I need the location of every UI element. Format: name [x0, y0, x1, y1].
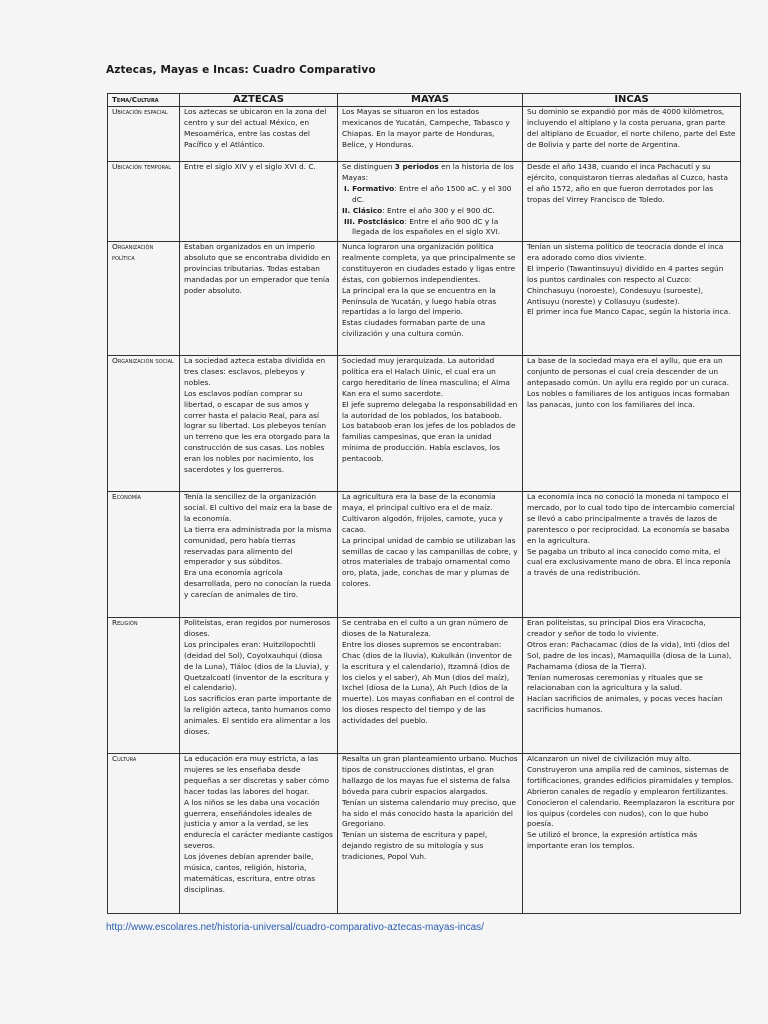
- cell-incas-organizacion-social: [523, 356, 741, 492]
- paragraph: Se centraba en el culto a un gran número de dioses de la Naturaleza.: [342, 618, 509, 638]
- cell-aztecas-ubicacion-temporal: Entre el siglo XIV y el siglo XVI d. C.: [180, 162, 338, 242]
- topic-organizacion-politica: Organización política: [108, 242, 180, 356]
- paragraph: Se utilizó el bronce, la expresión artística más importante eran los templos.: [527, 830, 698, 851]
- cell-incas-cultura: [523, 754, 741, 914]
- cell-mayas-economia: [338, 492, 523, 618]
- mayas-periodo-postclasico: III. Postclásico: Entre el año 900 dC y la llegada de los españoles en el siglo XVI.: [344, 216, 501, 237]
- comparison-table: [107, 93, 741, 914]
- cell-incas-ubicacion-temporal: Desde el año 1438, cuando el inca Pachacutí y su ejército, conquistaron tierras aledañas al Cuzco, hasta el año 1572, año en que fueron derrotados por las tropas del Virrey Francisco de Toledo.: [523, 162, 741, 242]
- topic-economia: Economía: [108, 492, 180, 618]
- mayas-periodos-intro: Se distinguen 3 periodos en la historia de los Mayas:: [342, 162, 514, 182]
- paragraph: Los principales eran: Huitzilopochtli (deidad del Sol), Coyolxauhqui (diosa de la Luna), Tláloc (dios de la Lluvia), y Quetzalcoatl (inventor de la escritura y el calendario).: [184, 639, 329, 693]
- topic-ubicacion-espacial: Ubicación espacial: [108, 107, 180, 162]
- paragraph: La base de la sociedad maya era el ayllu, que era un conjunto de personas el cual creía descender de un antepasado común. Un ayllu era regido por un curaca.: [527, 356, 729, 387]
- cell-incas-organizacion-politica: [523, 242, 741, 356]
- paragraph: Los jóvenes debían aprender baile, música, cantos, religión, historia, matemáticas, escritura, entre otras disciplinas.: [184, 852, 316, 894]
- paragraph: La principal era la que se encuentra en la Península de Yucatán, y luego había otras repartidas a lo largo del imperio.: [342, 285, 497, 317]
- paragraph: Conocieron el calendario. Reemplazaron la escritura por los quipus (cordeles con nudos), con lo que hubo poesía.: [527, 797, 735, 829]
- document-title: Aztecas, Mayas e Incas: Cuadro Comparativo: [106, 64, 376, 76]
- row-economia: [108, 492, 741, 618]
- paragraph: La economía inca no conoció la moneda ni tampoco el mercado, por lo cual todo tipo de intercambio comercial se llevó a cabo principalmente a través de lazos de parentesco o por reciprocidad. La economía se basaba en la agricultura.: [527, 492, 735, 545]
- paragraph: Los sacrificios eran parte importante de la religión azteca, tanto humanos como animales. El sentido era alimentar a los dioses.: [184, 694, 332, 737]
- paragraph: La sociedad azteca estaba dividida en tres clases: esclavos, plebeyos y nobles.: [184, 356, 326, 387]
- paragraph: Era una economía agrícola desarrollada, pero no conocían la rueda y carecían de animales de tiro.: [184, 568, 331, 600]
- paragraph: Alcanzaron un nivel de civilización muy alto. Construyeron una amplia red de caminos, sistemas de fortificaciones, grandes edificios piramidales y templos. Abrieron canales de regadío y emplearon fertilizantes.: [527, 754, 734, 796]
- source-link[interactable]: http://www.escolares.net/historia-universal/cuadro-comparativo-aztecas-mayas-incas/: [106, 922, 484, 933]
- cell-incas-economia: [523, 492, 741, 618]
- cell-mayas-organizacion-politica: [338, 242, 523, 356]
- cell-aztecas-economia: [180, 492, 338, 618]
- topic-religion: Religión: [108, 618, 180, 754]
- topic-cultura: Cultura: [108, 754, 180, 914]
- cell-mayas-organizacion-social: [338, 356, 523, 492]
- paragraph: Tenían un sistema de escritura y papel, dejando registro de su mitología y sus tradiciones, Popol Vuh.: [342, 830, 488, 862]
- cell-aztecas-organizacion-social: [180, 356, 338, 492]
- paragraph: El primer inca fue Manco Capac, según la historia inca.: [527, 307, 731, 317]
- header-tema: Tema/Cultura: [108, 94, 180, 107]
- cell-incas-ubicacion-espacial: Su dominio se expandió por más de 4000 kilómetros, incluyendo el altiplano y la costa peruana, gran parte del altiplano de Ecuador, el norte chileno, parte del Este de Bolivia y parte del norte de Argentina.: [523, 107, 741, 162]
- row-ubicacion-temporal: [108, 162, 741, 242]
- paragraph: Otros eran: Pachacamac (dios de la vida), Inti (dios del Sol, padre de los incas), Mamaquilla (diosa de la Luna), Pachamama (diosa de la Tierra).: [527, 639, 732, 671]
- paragraph: Resalta un gran planteamiento urbano. Muchos tipos de construcciones distintas, el gran hallazgo de los mayas fue el sistema de falsa bóveda para cubrir espacios alargados.: [342, 754, 518, 796]
- paragraph: Politeístas, eran regidos por numerosos dioses.: [184, 618, 331, 638]
- row-cultura: [108, 754, 741, 914]
- cell-mayas-ubicacion-temporal: [338, 162, 523, 242]
- paragraph: Estas ciudades formaban parte de una civilización y una cultura común.: [342, 318, 486, 339]
- paragraph: El jefe supremo delegaba la responsabilidad en la autoridad de los poblados, los bataboob.: [342, 399, 518, 420]
- row-religion: [108, 618, 741, 754]
- paragraph: A los niños se les daba una vocación guerrera, enseñándoles ideales de justicia y amor a la verdad, se les endurecía el carácter mediante castigos severos.: [184, 797, 333, 851]
- row-organizacion-social: [108, 356, 741, 492]
- paragraph: La agricultura era la base de la economía maya, el principal cultivo era el de maíz. Cultivaron algodón, frijoles, camote, yuca y cacao.: [342, 492, 503, 534]
- cell-aztecas-organizacion-politica: Estaban organizados en un imperio absoluto que se encontraba dividido en provincias tributarias. Todas estaban mandadas por un emperador que tenía poder absoluto.: [180, 242, 338, 356]
- topic-ubicacion-temporal: Ubicación temporal: [108, 162, 180, 242]
- paragraph: Tenían numerosas ceremonias y rituales que se relacionaban con la agricultura y la salud.: [527, 672, 703, 693]
- paragraph: Entre los dioses supremos se encontraban: Chac (dios de la lluvia), Kukulkán (inventor de la escritura y el calendario), Itzamná (dios de los cielos y el saber), Ah Mun (dios del maíz), Ixchel (diosa de la Luna), Ah Puch (dios de la muerte). Los mayas confiaban en el control de los dioses respecto del tiempo y de las actividades del pueblo.: [342, 639, 515, 726]
- paragraph: Nunca lograron una organización política realmente completa, ya que principalmente se constituyeron en ciudades estado y ligas entre éstas, con gobiernos independientes.: [342, 242, 516, 284]
- table-header-row: [108, 94, 741, 107]
- cell-aztecas-cultura: [180, 754, 338, 914]
- row-ubicacion-espacial: [108, 107, 741, 162]
- paragraph: Tenían un sistema calendario muy preciso, que ha sido el más conocido hasta la aparición del Gregoriano.: [342, 797, 516, 829]
- cell-mayas-religion: [338, 618, 523, 754]
- mayas-periodo-clasico: II. Clásico: Entre el año 300 y el 900 dC.: [342, 205, 495, 215]
- header-aztecas: AZTECAS: [180, 94, 338, 107]
- paragraph: Eran politeístas, su principal Dios era Viracocha, creador y señor de todo lo viviente.: [527, 618, 706, 638]
- paragraph: Se pagaba un tributo al inca conocido como mita, el cual era exclusivamente mano de obra. El inca reponía a través de una redistribución.: [527, 546, 731, 578]
- paragraph: Los nobles o familiares de los antiguos incas formaban las panacas, junto con los familiares del inca.: [527, 388, 730, 409]
- mayas-periodo-formativo: I. Formativo: Entre el año 1500 aC. y el 300 dC.: [344, 183, 512, 204]
- header-incas: INCAS: [523, 94, 741, 107]
- row-organizacion-politica: [108, 242, 741, 356]
- paragraph: Tenían un sistema político de teocracia donde el inca era adorado como dios viviente.: [527, 242, 724, 262]
- paragraph: La tierra era administrada por la misma comunidad, pero había tierras reservadas para alimento del emperador y sus súbditos.: [184, 524, 332, 567]
- paragraph: Tenía la sencillez de la organización social. El cultivo del maíz era la base de la economía.: [184, 492, 333, 523]
- cell-mayas-cultura: [338, 754, 523, 914]
- cell-incas-religion: [523, 618, 741, 754]
- cell-aztecas-religion: [180, 618, 338, 754]
- cell-aztecas-ubicacion-espacial: Los aztecas se ubicaron en la zona del centro y sur del actual México, en Mesoamérica, entre las costas del Pacífico y el Atlántico.: [180, 107, 338, 162]
- header-mayas: MAYAS: [338, 94, 523, 107]
- paragraph: Sociedad muy jerarquizada. La autoridad política era el Halach Uinic, el cual era un cargo hereditario de línea masculina; el Alma Kan era el sumo sacerdote.: [342, 356, 510, 398]
- paragraph: El imperio (Tawantinsuyu) dividido en 4 partes según los puntos cardinales con respecto al Cuzco: Chinchasuyu (noroeste), Condesuyu (suroeste), Antisuyu (noreste) y Collasuyu (sudeste).: [527, 263, 724, 306]
- paragraph: Los esclavos podían comprar su libertad, o escapar de sus amos y correr hasta el palacio Real, para así lograr su libertad. Los plebeyos tenían un terreno que les era otorgado para la construcción de sus casas. Los nobles eran los nobles por nacimiento, los sacerdotes y los guerreros.: [184, 388, 330, 475]
- paragraph: Hacían sacrificios de animales, y pocas veces hacían sacrificios humanos.: [527, 694, 723, 715]
- topic-organizacion-social: Organización social: [108, 356, 180, 492]
- paragraph: La principal unidad de cambio se utilizaban las semillas de cacao y las campanillas de cobre, y otros materiales de trabajo ornamental como oro, plata, jade, conchas de mar y plumas de colores.: [342, 535, 518, 589]
- paragraph: La educación era muy estricta, a las mujeres se les enseñaba desde pequeñas a ser discretas y saber cómo hacer todas las labores del hogar.: [184, 754, 329, 796]
- cell-mayas-ubicacion-espacial: Los Mayas se situaron en los estados mexicanos de Yucatán, Campeche, Tabasco y Chiapas. En la mayor parte de Honduras, Belice, y Honduras.: [338, 107, 523, 162]
- paragraph: Los bataboob eran los jefes de los poblados de familias campesinas, que eran la unidad mínima de producción. Había esclavos, los pentacoob.: [342, 421, 516, 464]
